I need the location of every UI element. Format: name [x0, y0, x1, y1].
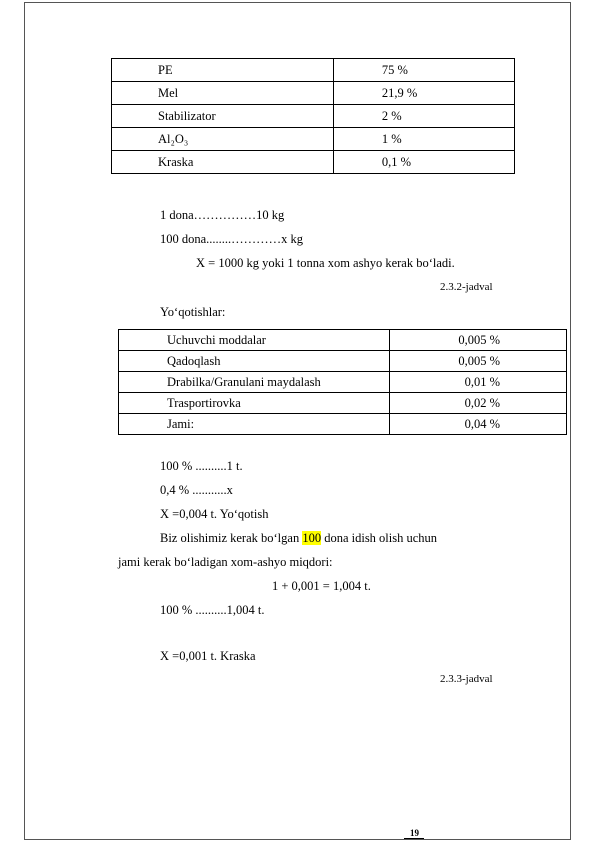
calc-line-2: 100 dona........…………x kg — [160, 232, 304, 246]
cell-value: 0,005 % — [389, 351, 566, 372]
calc2-line-1: 100 % ..........1 t. — [160, 459, 243, 473]
table-row — [119, 393, 567, 414]
losses-table — [118, 329, 567, 435]
cell-name: Stabilizator — [112, 105, 334, 128]
calc2-line-4-post: dona idish olish uchun — [321, 531, 438, 545]
cell-value: 2 % — [333, 105, 514, 128]
table-row — [119, 414, 567, 435]
cell-value: 0,04 % — [389, 414, 566, 435]
cell-name: Trasportirovka — [119, 393, 390, 414]
calc2-line-4 — [160, 531, 437, 546]
page-number-rule — [404, 838, 424, 839]
cell-name: Qadoqlash — [119, 351, 390, 372]
table-caption-2-3-3: 2.3.3-jadval — [440, 673, 493, 685]
composition-table — [111, 58, 515, 174]
cell-name: Mel — [112, 82, 334, 105]
calc2-line-2: 0,4 % ...........x — [160, 483, 233, 497]
cell-value: 0,01 % — [389, 372, 566, 393]
table-caption-2-3-2: 2.3.2-jadval — [440, 281, 493, 293]
calc-line-1: 1 dona……………10 kg — [160, 208, 285, 222]
cell-name: Drabilka/Granulani maydalash — [119, 372, 390, 393]
table-row — [119, 330, 567, 351]
table-row — [112, 128, 515, 151]
cell-name: Jami: — [119, 414, 390, 435]
cell-name: Kraska — [112, 151, 334, 174]
cell-value: 1 % — [333, 128, 514, 151]
calc2-line-7: 100 % ..........1,004 t. — [160, 603, 265, 617]
calc2-line-6: 1 + 0,001 = 1,004 t. — [272, 579, 371, 593]
cell-name: PE — [112, 59, 334, 82]
cell-value: 0,02 % — [389, 393, 566, 414]
table-row — [112, 82, 515, 105]
losses-title: Yo‘qotishlar: — [160, 305, 226, 319]
cell-value: 75 % — [333, 59, 514, 82]
table-row — [119, 351, 567, 372]
highlighted-quantity: 100 — [302, 531, 322, 545]
calc2-line-3: X =0,004 t. Yo‘qotish — [160, 507, 269, 521]
calc-line-3: X = 1000 kg yoki 1 tonna xom ashyo kerak bo‘ladi. — [196, 256, 455, 270]
table-row — [112, 59, 515, 82]
table-row — [119, 372, 567, 393]
calc2-line-8: X =0,001 t. Kraska — [160, 649, 256, 663]
cell-value: 0,1 % — [333, 151, 514, 174]
cell-value: 21,9 % — [333, 82, 514, 105]
calc2-line-5: jami kerak bo‘ladigan xom-ashyo miqdori: — [118, 555, 333, 569]
cell-value: 0,005 % — [389, 330, 566, 351]
calc2-line-4-pre: Biz olishimiz kerak bo‘lgan — [160, 531, 303, 545]
cell-name: Al₂O₃ — [112, 128, 334, 151]
table-row — [112, 105, 515, 128]
cell-name: Uchuvchi moddalar — [119, 330, 390, 351]
page-number: 19 — [410, 828, 419, 838]
table-row — [112, 151, 515, 174]
